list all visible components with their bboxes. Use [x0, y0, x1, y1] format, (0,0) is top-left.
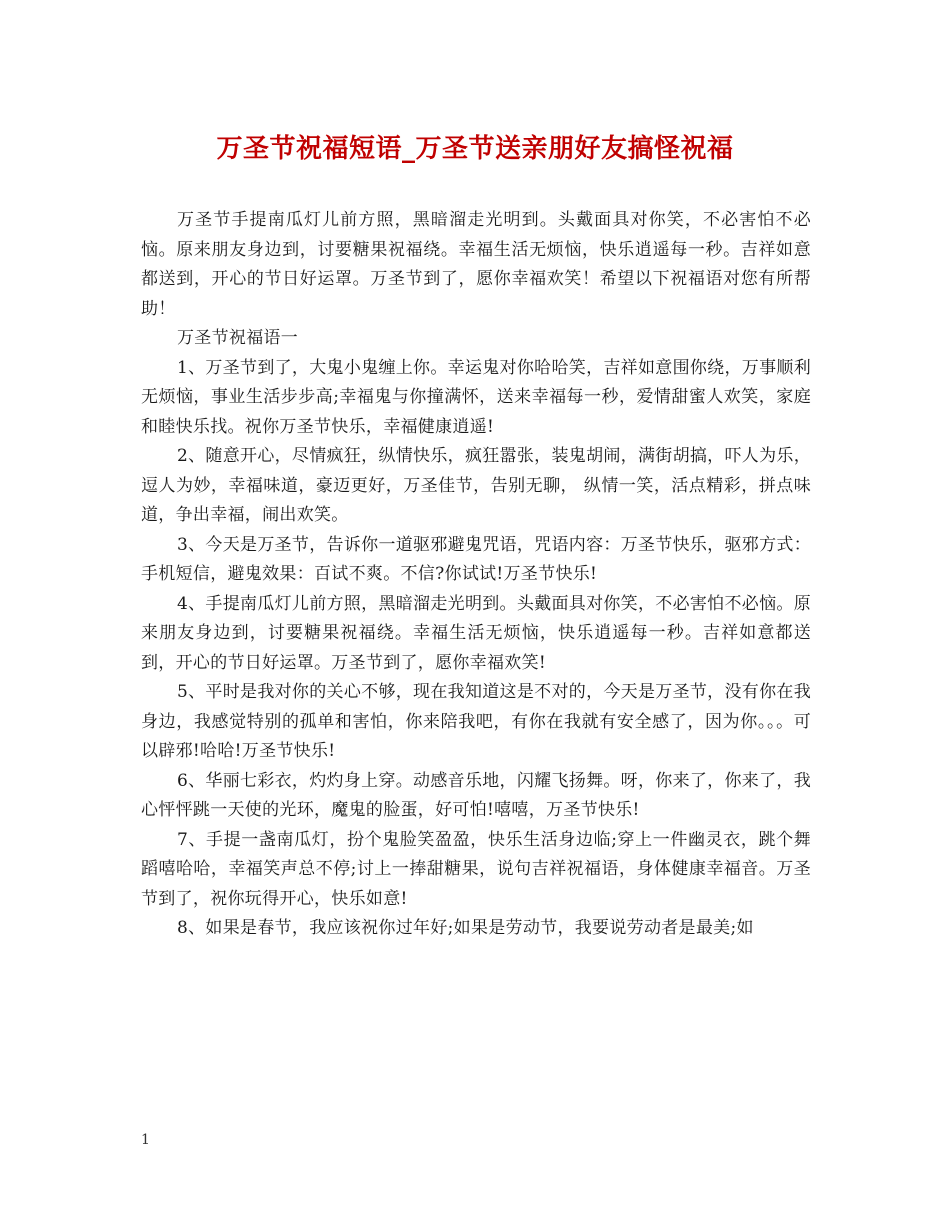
greeting-item-5: 5、平时是我对你的关心不够，现在我知道这是不对的，今天是万圣节，没有你在我身边，我感觉特别的孤单和害怕，你来陪我吧，有你在我就有安全感了，因为你。。。可以辟邪!哈哈!万圣节快乐! [141, 682, 811, 761]
greeting-item-2: 2、随意开心，尽情疯狂，纵情快乐，疯狂嚣张，装鬼胡闹，满街胡搞，吓人为乐，逗人为妙，幸福味道，豪迈更好，万圣佳节，告别无聊， 纵情一笑，活点精彩，拼点味道，争出幸福，闹出欢笑。 [141, 446, 811, 525]
document-body [141, 206, 811, 944]
greeting-item-7: 7、手提一盏南瓜灯，扮个鬼脸笑盈盈，快乐生活身边临;穿上一件幽灵衣，跳个舞蹈嘻哈哈，幸福笑声总不停;讨上一捧甜糖果，说句吉祥祝福语，身体健康幸福音。万圣节到了，祝你玩得开心，快乐如意! [141, 829, 811, 909]
page-number: 1 [141, 1132, 150, 1148]
greeting-item-8: 8、如果是春节，我应该祝你过年好;如果是劳动节，我要说劳动者是最美;如 [177, 918, 754, 938]
intro-paragraph: 万圣节手提南瓜灯儿前方照，黑暗溜走光明到。头戴面具对你笑，不必害怕不必恼。原来朋友身边到，讨要糖果祝福绕。幸福生活无烦恼，快乐逍遥每一秒。吉祥如意都送到，开心的节日好运罩。万圣节到了，愿你幸福欢笑！希望以下祝福语对您有所帮助！ [141, 210, 811, 319]
section-heading: 万圣节祝福语一 [177, 328, 299, 348]
greeting-item-3: 3、今天是万圣节，告诉你一道驱邪避鬼咒语，咒语内容：万圣节快乐，驱邪方式：手机短信，避鬼效果：百试不爽。不信?你试试!万圣节快乐! [141, 534, 811, 584]
greeting-item-6: 6、华丽七彩衣，灼灼身上穿。动感音乐地，闪耀飞扬舞。呀，你来了，你来了，我心怦怦跳一天使的光环，魔鬼的脸蛋，好可怕!嘻嘻，万圣节快乐! [141, 770, 811, 820]
greeting-item-4: 4、手提南瓜灯儿前方照，黑暗溜走光明到。头戴面具对你笑，不必害怕不必恼。原来朋友身边到，讨要糖果祝福绕。幸福生活无烦恼，快乐逍遥每一秒。吉祥如意都送到，开心的节日好运罩。万圣节到了，愿你幸福欢笑! [141, 593, 811, 673]
greeting-item-1: 1、万圣节到了，大鬼小鬼缠上你。幸运鬼对你哈哈笑，吉祥如意围你绕，万事顺利无烦恼，事业生活步步高;幸福鬼与你撞满怀，送来幸福每一秒，爱情甜蜜人欢笑，家庭和睦快乐找。祝你万圣节快乐，幸福健康逍遥! [141, 357, 811, 437]
document-title: 万圣节祝福短语_万圣节送亲朋好友搞怪祝福 [216, 134, 734, 164]
